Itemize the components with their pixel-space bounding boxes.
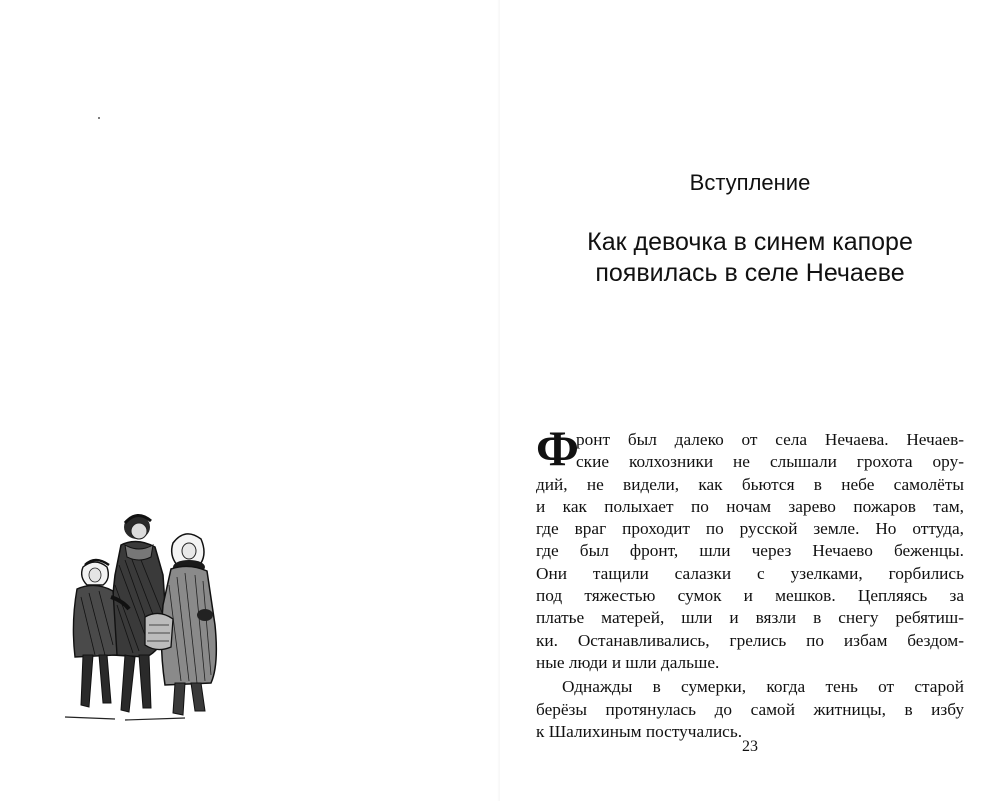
drop-cap-block: [536, 420, 964, 476]
text-line: ские колхозники не слышали грохота ору-: [576, 452, 964, 472]
text-line: платье матерей, шли и вязли в снегу ребятиш-: [536, 608, 964, 628]
text-line: Они тащили салазки с узелками, горбились: [536, 563, 964, 583]
refugees-illustration: [55, 505, 230, 725]
paper-speck: [98, 117, 100, 119]
text-line: ки. Останавливались, грелись по избам бездом-: [536, 630, 964, 650]
text-line: ронт был далеко от села Нечаева. Нечаев-: [576, 430, 964, 449]
chapter-title: [530, 227, 970, 289]
text-line: Однажды в сумерки, когда тень от старой: [562, 677, 964, 697]
text-line: и как полыхает по ночам зарево пожаров там,: [536, 496, 964, 516]
text-line: дий, не видели, как бьются в небе самолёты: [536, 474, 964, 494]
drop-cap: Ф: [536, 420, 579, 476]
chapter-title-line-2: появилась в селе Нечаеве: [595, 259, 905, 287]
body-text: [536, 420, 964, 743]
text-line: к Шалихиным постучались.: [536, 721, 743, 741]
paragraph-1: [536, 420, 964, 674]
section-label: Вступление: [689, 170, 811, 195]
page-number: 23: [742, 738, 758, 755]
text-line: ные люди и шли дальше.: [536, 652, 720, 672]
text-line: под тяжестью сумок и мешков. Цепляясь за: [536, 586, 964, 606]
chapter-title-line-1: Как девочка в синем капоре: [587, 228, 913, 256]
paragraph-2: [536, 676, 964, 743]
text-line: где был фронт, шли через Нечаево беженцы.: [536, 541, 964, 561]
text-line: где враг проходит по русской земле. Но оттуда,: [536, 519, 964, 539]
text-line: берёзы протянулась до самой житницы, в избу: [536, 699, 964, 719]
